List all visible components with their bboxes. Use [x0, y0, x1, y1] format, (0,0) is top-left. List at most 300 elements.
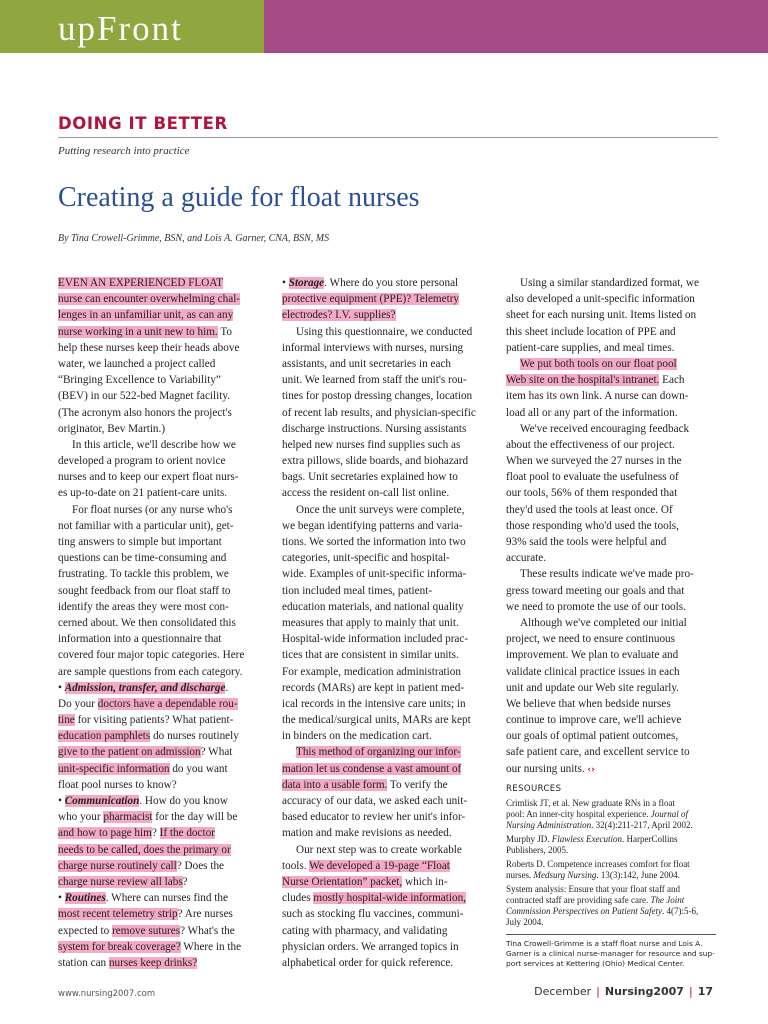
citation-line	[506, 895, 716, 906]
citation-line	[506, 820, 716, 831]
text-run: When we surveyed the 27 nurses in the	[506, 455, 682, 468]
highlighted-text: remove sutures	[112, 924, 181, 937]
text-run: Although we've completed our initial	[520, 616, 687, 629]
text-line	[506, 647, 716, 663]
text-line	[282, 680, 492, 696]
text-run: . HarperCollins	[622, 833, 678, 844]
text-line	[58, 761, 268, 777]
citation-line	[506, 870, 716, 881]
highlighted-text: unit-specific information	[58, 762, 170, 775]
text-line	[506, 307, 716, 323]
text-run: float pool nurses to know?	[58, 778, 177, 791]
text-line	[506, 680, 716, 696]
text-run: nurses.	[506, 869, 534, 880]
text-line	[58, 647, 268, 663]
end-mark-icon: ‹›	[587, 764, 595, 775]
text-run: Medsurg Nursing	[533, 869, 597, 880]
text-run: We've received encouraging feedback	[520, 422, 690, 435]
text-run: tions. We sorted the information into two	[282, 536, 466, 548]
highlighted-text: We developed a 19-page “Float	[309, 859, 450, 872]
text-run: ?	[182, 875, 188, 888]
text-run: ical records in the intensive care units; in	[282, 697, 466, 710]
text-run: developed a program to orient novice	[58, 455, 226, 468]
text-run: frustrating. To tackle this problem, we	[58, 568, 229, 581]
text-run: water, we launched a project called	[58, 357, 216, 370]
text-line	[58, 890, 268, 906]
text-line	[506, 583, 716, 599]
highlighted-text: nurses keep drinks?	[108, 956, 198, 969]
text-run: Using a similar standardized format, we	[520, 277, 699, 289]
text-line	[282, 793, 492, 809]
text-run: ? Are nurses	[177, 908, 233, 921]
text-line	[58, 388, 268, 404]
text-line	[282, 696, 492, 712]
resource-citation	[506, 834, 716, 856]
text-run: who your	[58, 811, 104, 824]
text-run: tices that are consistent in similar units.	[282, 649, 459, 662]
banner-green-block	[0, 0, 264, 53]
highlighted-text: charge nurse routinely call	[58, 859, 177, 872]
text-line	[282, 453, 492, 469]
text-line	[506, 599, 716, 615]
text-run: (BEV) in our 522-bed Magnet facility.	[58, 390, 231, 403]
body-column-1	[58, 275, 268, 971]
text-line	[506, 761, 716, 777]
text-run: measures that apply to mainly that unit.	[282, 616, 459, 629]
text-line	[506, 631, 716, 647]
text-run: informal interviews with nurses, nursing	[282, 341, 464, 354]
text-run: are sample questions from each category.	[58, 665, 243, 678]
text-run: The Joint	[650, 894, 685, 905]
text-line	[282, 664, 492, 680]
text-run: contracted staff are providing safe care.	[506, 894, 651, 905]
text-run: the medical/surgical units, MARs are kept	[282, 714, 471, 727]
highlighted-text: system for break coverage?	[58, 940, 181, 953]
text-line	[58, 583, 268, 599]
text-line	[58, 664, 268, 680]
text-run: unit. We learned from staff the unit's rou-	[282, 374, 467, 387]
text-run: assistants, and unit secretaries in each	[282, 357, 451, 370]
text-line	[282, 534, 492, 550]
text-run: we began identifying patterns and varia-	[282, 519, 463, 532]
text-run: Hospital-wide information included prac-	[282, 633, 469, 646]
text-run: . Where can nurses find the	[105, 892, 228, 905]
highlighted-text: charge nurse review all labs	[58, 875, 183, 888]
text-line	[58, 340, 268, 356]
upfront-banner	[0, 0, 768, 53]
text-line	[58, 712, 268, 728]
highlighted-text: protective equipment (PPE)? Telemetry	[282, 293, 460, 306]
text-run: we need to promote the use of our tools.	[506, 600, 686, 613]
bio-line: port services at Kettering (Ohio) Medical Center.	[506, 958, 685, 968]
text-run: also developed a unit-specific information	[506, 293, 695, 306]
text-run: our nursing units.	[506, 762, 588, 775]
citation-line	[506, 809, 716, 820]
text-run: do you want	[169, 762, 228, 775]
text-line	[506, 340, 716, 356]
footer-separator: |	[688, 985, 693, 998]
text-line	[282, 356, 492, 372]
text-run: These results indicate we've made pro-	[520, 568, 694, 581]
text-run: float pool to evaluate the usefulness of	[506, 471, 679, 484]
text-line	[58, 566, 268, 582]
text-line	[58, 485, 268, 501]
text-line	[282, 712, 492, 728]
highlighted-text: lenges in an unfamiliar unit, as can any	[58, 309, 234, 322]
text-run: our goals of optimal patient outcomes,	[506, 730, 679, 743]
text-line	[506, 502, 716, 518]
highlighted-text: nurse working in a unit new to him.	[58, 325, 218, 338]
text-run: extra pillows, slide boards, and biohazard	[282, 455, 469, 468]
text-run: our tools, 56% of them responded that	[506, 487, 678, 500]
text-line	[282, 485, 492, 501]
text-run: based educator to review her unit's infor-	[282, 811, 466, 824]
text-run: •	[58, 795, 65, 807]
text-run: Where in the	[180, 940, 242, 953]
text-line	[506, 615, 716, 631]
highlighted-text: mostly hospital-wide information,	[313, 892, 466, 905]
bio-line: Tina Crowell-Grimme is a staff float nurse and Lois A.	[506, 938, 703, 948]
text-run: identify the areas they were most con-	[58, 600, 229, 613]
text-run: which in-	[402, 875, 448, 888]
text-line	[506, 534, 716, 550]
text-run: •	[58, 892, 65, 905]
text-run: validate clinical practice issues in each	[506, 665, 680, 678]
text-run: Flawless Execution	[551, 833, 622, 844]
text-line	[506, 372, 716, 388]
resource-citation	[506, 859, 716, 881]
text-line	[282, 599, 492, 615]
text-line	[282, 615, 492, 631]
highlighted-text: doctors have a dependable rou-	[97, 697, 238, 710]
text-run: We believe that when bedside nurses	[506, 697, 671, 710]
text-line	[58, 372, 268, 388]
text-run: tools.	[282, 859, 310, 872]
text-run: questions can be time-consuming and	[58, 552, 227, 565]
text-line	[282, 874, 492, 890]
text-run: of recent lab results, and physician-specific	[282, 406, 476, 419]
text-line	[58, 858, 268, 874]
footer-folio	[534, 984, 713, 1000]
text-line	[506, 388, 716, 404]
text-run: patient-care supplies, and meal times.	[506, 341, 675, 354]
highlighted-text: Communication	[64, 795, 140, 807]
text-run: mation and make revisions as needed.	[282, 827, 452, 840]
text-line	[58, 405, 268, 421]
text-line	[282, 566, 492, 582]
highlighted-text: Admission, transfer, and discharge	[64, 681, 226, 694]
text-line	[282, 324, 492, 340]
text-run: helped new nurses find supplies such as	[282, 438, 461, 451]
text-run: Commission Perspectives on Patient Safety	[506, 905, 662, 916]
text-run: bags. Unit secretaries explained how to	[282, 471, 458, 484]
text-line	[506, 453, 716, 469]
text-line	[58, 469, 268, 485]
text-line	[282, 890, 492, 906]
text-line	[282, 291, 492, 307]
text-run: accuracy of our data, we asked each unit-	[282, 795, 468, 807]
text-run: Our next step was to create workable	[296, 843, 462, 856]
text-line	[58, 939, 268, 955]
citation-line	[506, 798, 716, 809]
banner-title: upFront	[58, 9, 183, 48]
highlighted-text: Nurse Orientation” packet,	[282, 875, 403, 888]
text-run: ? Does the	[176, 859, 225, 872]
text-run: gress toward meeting our goals and that	[506, 584, 685, 597]
resources-list	[506, 798, 716, 928]
text-line	[506, 485, 716, 501]
text-line	[506, 728, 716, 744]
highlighted-text: If the doctor	[159, 827, 215, 840]
text-line	[282, 372, 492, 388]
text-line	[282, 809, 492, 825]
highlighted-text: and how to page him	[58, 827, 152, 840]
text-run: Using this questionnaire, we conducted	[296, 325, 473, 338]
text-line	[282, 421, 492, 437]
text-line	[58, 825, 268, 841]
text-run: Crimlisk JT, et al. New graduate RNs in a float	[506, 797, 676, 808]
text-run: (The acronym also honors the project's	[58, 406, 232, 419]
article-title: Creating a guide for float nurses	[58, 182, 420, 213]
text-run: for visiting patients? What patient-	[74, 714, 234, 727]
text-line	[282, 437, 492, 453]
text-run: this sheet include location of PPE and	[506, 325, 676, 338]
text-run: do nurses routinely	[150, 730, 239, 743]
text-run: Nursing Administration	[506, 819, 592, 830]
text-line	[506, 566, 716, 582]
text-run: “Bringing Excellence to Variability”	[58, 374, 221, 387]
citation-line	[506, 917, 716, 928]
text-run: July 2004.	[506, 916, 544, 927]
text-line	[58, 631, 268, 647]
text-run: cerned about. We then consolidated this	[58, 616, 236, 629]
text-line	[506, 405, 716, 421]
text-line	[58, 728, 268, 744]
text-line	[506, 437, 716, 453]
author-bio	[506, 939, 716, 969]
text-line	[282, 647, 492, 663]
highlighted-text: EVEN AN EXPERIENCED FLOAT	[58, 277, 224, 289]
text-run: .	[225, 681, 229, 694]
footer-brand: Nursing2007	[604, 985, 684, 998]
text-run: alphabetical order for quick reference.	[282, 956, 454, 969]
text-run: sought feedback from our float staff to	[58, 584, 231, 597]
bio-line: Garner is a clinical nurse-manager for resource and sup-	[506, 948, 715, 958]
text-run: originator, Bev Martin.)	[58, 422, 166, 435]
text-run: tines for postop dressing changes, location	[282, 390, 473, 403]
highlighted-text: pharmacist	[103, 811, 153, 824]
text-run: unit and update our Web site regularly.	[506, 681, 680, 694]
text-line	[58, 874, 268, 890]
text-run: those responding who'd used the tools,	[506, 519, 679, 532]
text-run: tion included meal times, patient-	[282, 584, 433, 597]
text-run: . 13(3):142, June 2004.	[596, 869, 680, 880]
text-run: help these nurses keep their heads above	[58, 341, 240, 354]
text-run: not familiar with a particular unit), get-	[58, 519, 234, 532]
text-run: they'd used the tools at least once. Of	[506, 503, 673, 516]
text-run: station can	[58, 956, 109, 969]
highlighted-text: tine	[58, 714, 75, 727]
text-run: load all or any part of the information.	[506, 406, 678, 419]
citation-line	[506, 859, 716, 870]
text-line	[506, 664, 716, 680]
citation-line	[506, 906, 716, 917]
text-run: es up-to-date on 21 patient-care units.	[58, 487, 227, 500]
text-run: accurate.	[506, 552, 547, 565]
text-run: access the resident on-call list online.	[282, 487, 450, 500]
text-line	[58, 518, 268, 534]
banner-purple-block	[264, 0, 768, 53]
text-run: . Where do you store personal	[324, 277, 459, 289]
footer-url: www.nursing2007.com	[58, 989, 156, 999]
text-line	[58, 842, 268, 858]
text-line	[58, 291, 268, 307]
text-line	[282, 275, 492, 291]
text-line	[58, 534, 268, 550]
text-run: continue to improve care, we'll achieve	[506, 714, 682, 727]
text-run: project, we need to ensure continuous	[506, 633, 676, 646]
highlighted-text: education pamphlets	[58, 730, 151, 743]
text-run: about the effectiveness of our project.	[506, 438, 675, 451]
bio-divider	[506, 934, 716, 935]
text-run: •	[282, 277, 289, 289]
text-run: System analysis: Ensure that your float staff and	[506, 883, 681, 894]
text-line	[58, 356, 268, 372]
citation-line	[506, 884, 716, 895]
text-run: For example, medication administration	[282, 665, 461, 678]
text-run: . 32(4):211-217, April 2002.	[591, 819, 693, 830]
text-line	[58, 955, 268, 971]
text-run: Publishers, 2005.	[506, 844, 569, 855]
text-run: . How do you know	[139, 795, 228, 807]
text-run: discharge instructions. Nursing assistants	[282, 422, 467, 435]
text-line	[282, 858, 492, 874]
text-run: such as stocking flu vaccines, communi-	[282, 908, 464, 921]
text-run: To verify the	[387, 778, 448, 791]
text-run: improvement. We plan to evaluate and	[506, 649, 679, 662]
text-line	[282, 955, 492, 971]
text-run: education materials, and national quality	[282, 600, 464, 613]
text-run: item has its own link. A nurse can down-	[506, 390, 689, 403]
footer-month: December	[534, 985, 592, 998]
citation-line	[506, 845, 716, 856]
highlighted-text: Routines	[64, 892, 106, 905]
text-line	[282, 744, 492, 760]
text-line	[282, 502, 492, 518]
body-column-2	[282, 275, 492, 971]
text-run: nurses and to keep our expert float nurs-	[58, 471, 239, 484]
text-line	[282, 825, 492, 841]
text-run: covered four major topic categories. Here	[58, 649, 245, 662]
text-line	[58, 453, 268, 469]
text-run: ? What	[200, 746, 233, 759]
highlighted-text: We put both tools on our float pool	[520, 357, 677, 370]
text-line	[282, 550, 492, 566]
text-line	[282, 761, 492, 777]
text-run: Each	[659, 374, 685, 387]
highlighted-text: Storage	[288, 277, 325, 289]
citation-line	[506, 834, 716, 845]
text-run: •	[58, 681, 65, 694]
text-run: information into a questionnaire that	[58, 633, 222, 646]
text-line	[282, 923, 492, 939]
resource-citation	[506, 884, 716, 928]
text-line	[282, 939, 492, 955]
highlighted-text: electrodes? I.V. supplies?	[282, 309, 396, 322]
text-line	[506, 518, 716, 534]
text-run: For float nurses (or any nurse who's	[72, 503, 233, 516]
text-run: To	[217, 325, 232, 338]
text-line	[58, 550, 268, 566]
resource-citation	[506, 798, 716, 831]
text-run: records (MARs) are kept in patient med-	[282, 681, 465, 694]
text-run: ting answers to simple but important	[58, 536, 222, 548]
text-line	[58, 275, 268, 291]
resources-heading: RESOURCES	[506, 783, 562, 794]
text-run: 93% said the tools were helpful and	[506, 536, 667, 548]
text-run: ? What's the	[180, 924, 235, 937]
text-line	[58, 696, 268, 712]
highlighted-text: most recent telemetry strip	[58, 908, 178, 921]
highlighted-text: Web site on the hospital's intranet.	[506, 374, 660, 387]
text-line	[58, 793, 268, 809]
text-line	[282, 906, 492, 922]
text-line	[282, 583, 492, 599]
text-run: cating with pharmacy, and validating	[282, 924, 448, 937]
text-run: wide. Examples of unit-specific informa-	[282, 568, 467, 581]
text-line	[506, 421, 716, 437]
text-run: expected to	[58, 924, 113, 937]
highlighted-text: needs to be called, does the primary or	[58, 843, 231, 856]
text-line	[506, 356, 716, 372]
text-line	[282, 631, 492, 647]
text-run: Once the unit surveys were complete,	[296, 503, 465, 516]
text-line	[58, 906, 268, 922]
text-line	[58, 680, 268, 696]
highlighted-text: nurse can encounter overwhelming chal-	[58, 293, 241, 306]
text-line	[506, 291, 716, 307]
text-line	[506, 550, 716, 566]
text-line	[506, 469, 716, 485]
text-line	[282, 842, 492, 858]
text-line	[58, 421, 268, 437]
body-column-3	[506, 275, 716, 969]
text-line	[58, 324, 268, 340]
text-line	[282, 518, 492, 534]
text-run: . 4(7):5-6,	[661, 905, 699, 916]
text-run: physician orders. We arranged topics in	[282, 940, 459, 953]
section-tagline: Putting research into practice	[58, 145, 190, 157]
text-run: ?	[151, 827, 160, 840]
text-line	[282, 340, 492, 356]
text-run: cludes	[282, 892, 314, 905]
text-line	[282, 728, 492, 744]
text-line	[506, 744, 716, 760]
text-line	[58, 307, 268, 323]
footer-separator: |	[596, 985, 600, 998]
section-heading: DOING IT BETTER	[58, 114, 228, 133]
text-run: categories, unit-specific and hospital-	[282, 552, 450, 565]
text-run: for the day will be	[152, 811, 238, 824]
text-run: Roberts D. Competence increases comfort for float	[506, 858, 690, 869]
text-run: Journal of	[650, 808, 689, 819]
highlighted-text: give to the patient on admission	[58, 746, 201, 759]
highlighted-text: data into a usable form.	[282, 778, 388, 791]
text-line	[58, 502, 268, 518]
text-run: sheet for each nursing unit. Items listed on	[506, 309, 697, 322]
text-run: pool: An inner-city hospital experience.	[506, 808, 651, 819]
text-line	[506, 324, 716, 340]
